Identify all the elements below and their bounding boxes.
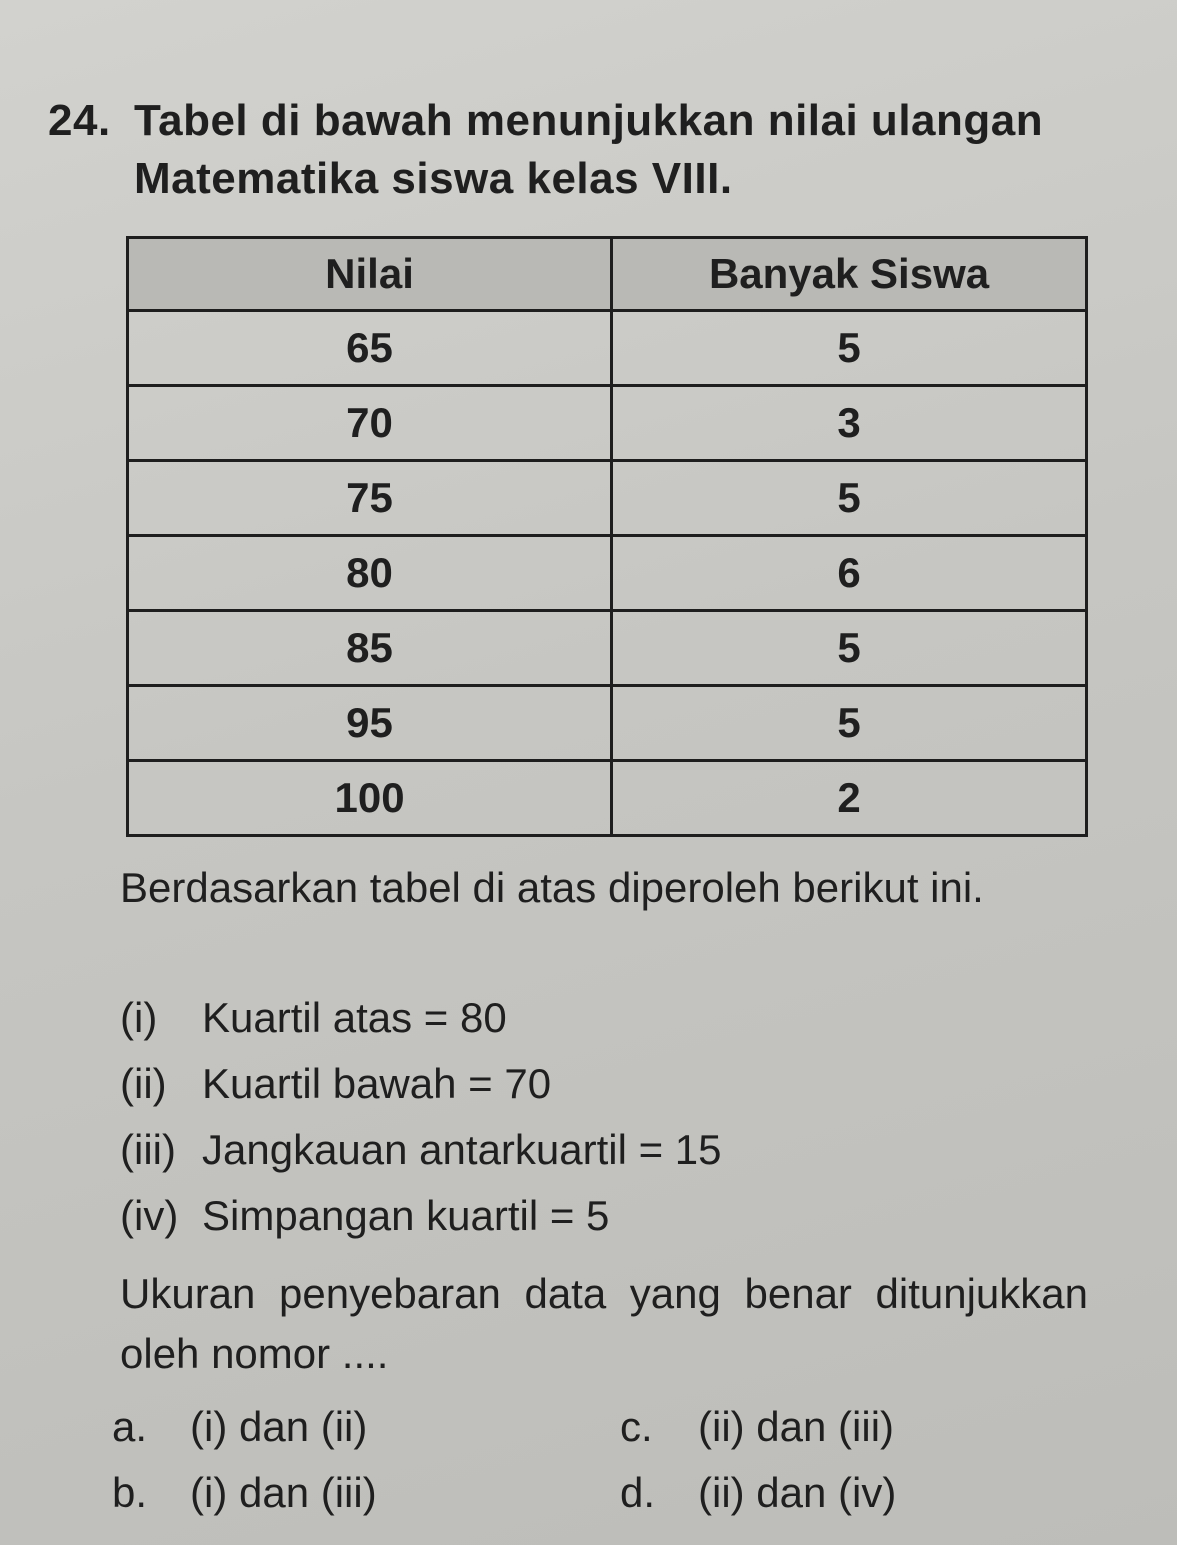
statement-list (120, 988, 1088, 1252)
option-letter: a. (112, 1403, 148, 1450)
intro-paragraph: Berdasarkan tabel di atas diperoleh berikut ini. (120, 864, 984, 911)
option-a[interactable] (112, 1392, 367, 1462)
table-row (128, 461, 1087, 536)
cell-nilai: 95 (128, 686, 612, 761)
cell-nilai: 100 (128, 761, 612, 836)
header-nilai: Nilai (128, 238, 612, 311)
cell-banyak-siswa: 5 (612, 611, 1087, 686)
cell-nilai: 80 (128, 536, 612, 611)
header-banyak-siswa: Banyak Siswa (612, 238, 1087, 311)
option-c[interactable] (620, 1392, 894, 1462)
statement-marker: (iii) (120, 1126, 176, 1173)
option-letter: b. (112, 1469, 148, 1516)
question-prompt: Ukuran penyebaran data yang benar ditunjukkan oleh nomor .... (120, 1270, 1088, 1377)
statement-marker: (ii) (120, 1060, 167, 1107)
option-text: (ii) dan (iii) (698, 1403, 895, 1450)
cell-banyak-siswa: 3 (612, 386, 1087, 461)
option-letter: c. (620, 1403, 653, 1450)
statement-item (120, 1120, 1088, 1186)
statement-text: Simpangan kuartil = 5 (202, 1192, 610, 1239)
question-text-line-2: Matematika siswa kelas VIII. (134, 154, 733, 203)
table-row (128, 761, 1087, 836)
statement-item (120, 1186, 1088, 1252)
cell-banyak-siswa: 2 (612, 761, 1087, 836)
table-row (128, 686, 1087, 761)
cell-nilai: 70 (128, 386, 612, 461)
table-row (128, 386, 1087, 461)
question-number: 24. (48, 96, 111, 145)
option-text: (ii) dan (iv) (698, 1469, 897, 1516)
statement-marker: (iv) (120, 1192, 179, 1239)
cell-nilai: 75 (128, 461, 612, 536)
table-row (128, 311, 1087, 386)
statement-item (120, 988, 1088, 1054)
statement-marker: (i) (120, 994, 158, 1041)
table-row (128, 536, 1087, 611)
option-text: (i) dan (iii) (190, 1469, 377, 1516)
statement-text: Jangkauan antarkuartil = 15 (202, 1126, 722, 1173)
score-table (126, 236, 1088, 837)
cell-banyak-siswa: 5 (612, 311, 1087, 386)
cell-nilai: 65 (128, 311, 612, 386)
statement-text: Kuartil bawah = 70 (202, 1060, 552, 1107)
question-heading (48, 92, 1043, 208)
table-row (128, 611, 1087, 686)
cell-banyak-siswa: 5 (612, 686, 1087, 761)
cell-nilai: 85 (128, 611, 612, 686)
option-b[interactable] (112, 1458, 377, 1528)
option-d[interactable] (620, 1458, 896, 1528)
statement-item (120, 1054, 1088, 1120)
option-text: (i) dan (ii) (190, 1403, 368, 1450)
table-header-row (128, 238, 1087, 311)
cell-banyak-siswa: 5 (612, 461, 1087, 536)
cell-banyak-siswa: 6 (612, 536, 1087, 611)
statement-text: Kuartil atas = 80 (202, 994, 507, 1041)
question-text-line-1: Tabel di bawah menunjukkan nilai ulangan (134, 96, 1044, 145)
option-letter: d. (620, 1469, 656, 1516)
